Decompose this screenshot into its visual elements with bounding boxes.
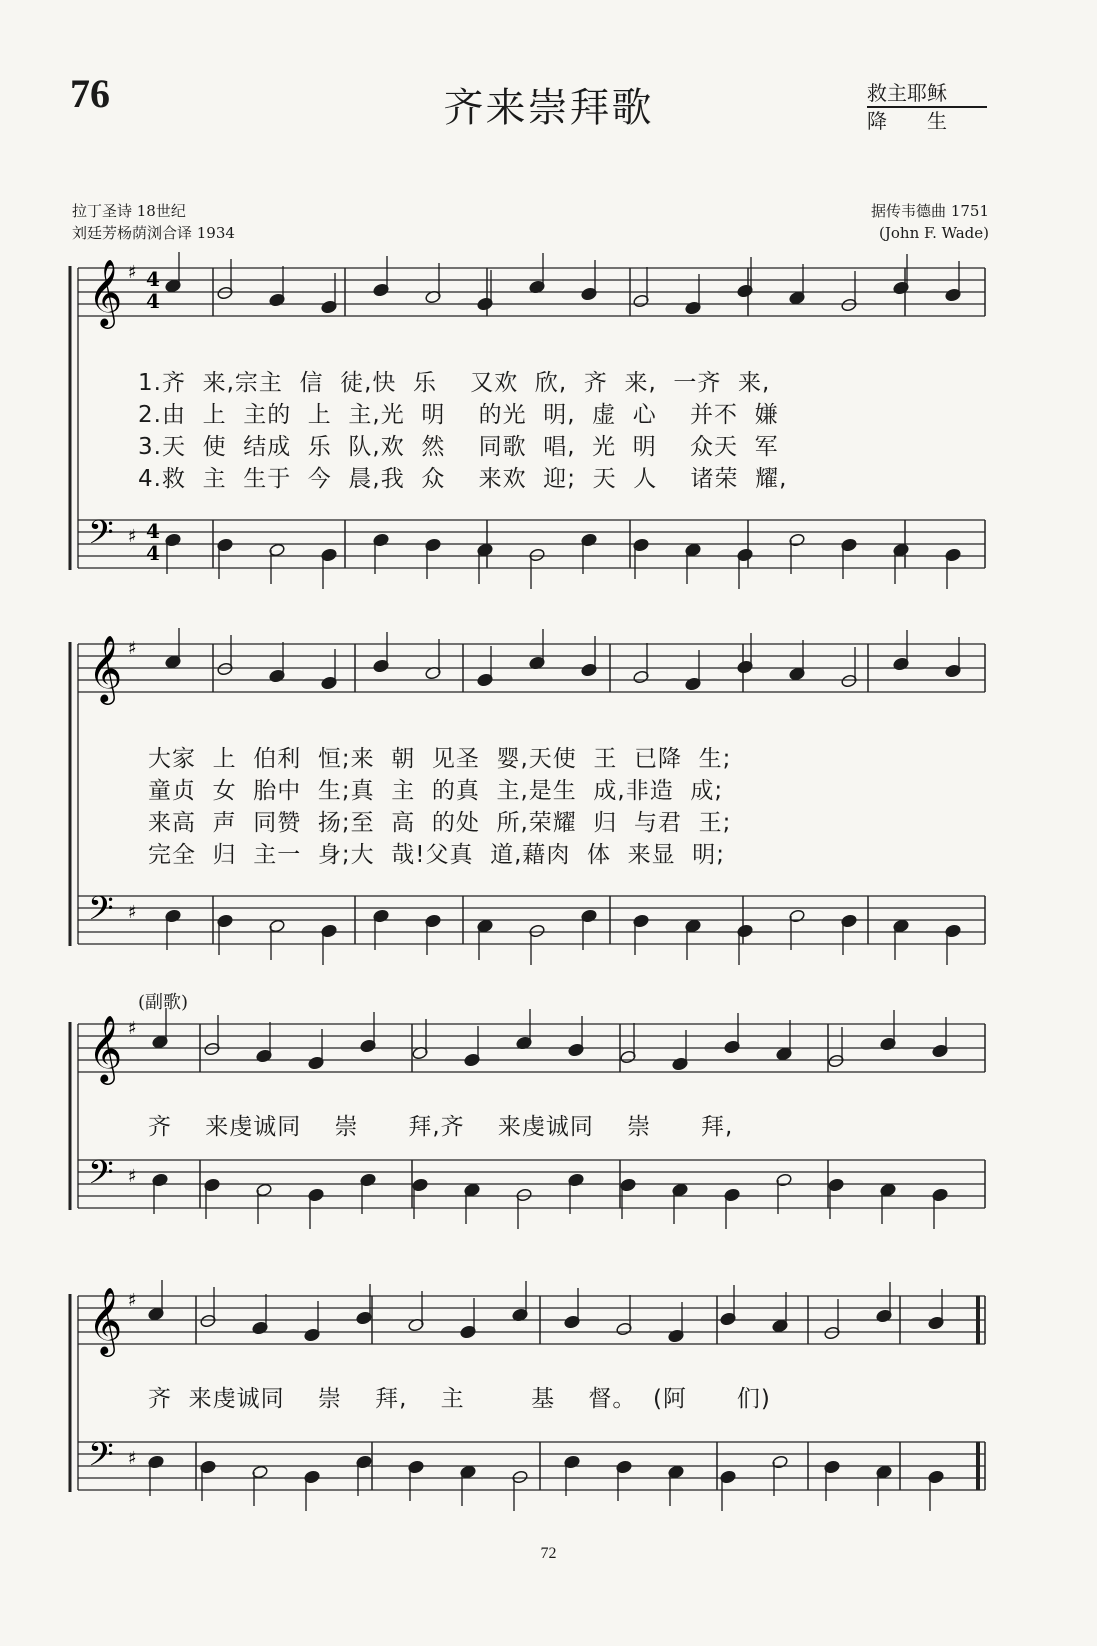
- verse4-line2: 完全 归 主一 身;大 哉!父真 道,藉肉 体 来显 明;: [148, 842, 726, 868]
- sharp-icon: ♯: [128, 526, 137, 547]
- music-credit-composer: (John F. Wade): [879, 224, 989, 242]
- time-signature: 4: [146, 267, 160, 291]
- time-signature: 4: [146, 541, 160, 565]
- verse2-line1: 2.由 上 主的 上 主,光 明 的光 明, 虚 心 并不 嫌: [138, 402, 779, 428]
- verse2-line2: 童贞 女 胎中 生;真 主 的真 主,是生 成,非造 成;: [148, 778, 724, 804]
- verse1-line2: 大家 上 伯利 恒;来 朝 见圣 婴,天使 王 已降 生;: [148, 746, 732, 772]
- lyrics-credit-translators: 刘廷芳杨荫浏合译 1934: [72, 224, 235, 242]
- verse1-line1: 1.齐 来,宗主 信 徒,快 乐 又欢 欣, 齐 来, 一齐 来,: [138, 370, 771, 396]
- music-credit-origin: 据传韦德曲 1751: [871, 202, 989, 220]
- category-sub: 降生: [867, 109, 987, 133]
- page-number: 72: [540, 1545, 557, 1562]
- bass-clef-icon: 𝄢: [88, 1436, 114, 1482]
- refrain-line2: 齐 来虔诚同 崇 拜, 主 基 督。 (阿 们): [148, 1386, 771, 1412]
- treble-clef-icon: 𝄞: [88, 1286, 123, 1354]
- sharp-icon: ♯: [128, 262, 137, 283]
- verse3-line1: 3.天 使 结成 乐 队,欢 然 同歌 唱, 光 明 众天 军: [138, 434, 779, 460]
- time-signature: 4: [146, 289, 160, 313]
- hymn-number: 76: [70, 71, 110, 116]
- treble-clef-icon: 𝄞: [88, 1014, 123, 1082]
- refrain-label: (副歌): [138, 992, 189, 1013]
- lyrics-credit-origin: 拉丁圣诗 18世纪: [72, 202, 186, 220]
- time-signature: 4: [146, 519, 160, 543]
- refrain-line1: 齐 来虔诚同 崇 拜,齐 来虔诚同 崇 拜,: [148, 1114, 734, 1140]
- sharp-icon: ♯: [128, 1448, 137, 1469]
- verse4-line1: 4.救 主 生于 今 晨,我 众 来欢 迎; 天 人 诸荣 耀,: [138, 466, 788, 492]
- sharp-icon: ♯: [128, 1290, 137, 1311]
- sharp-icon: ♯: [128, 1018, 137, 1039]
- category-main: 救主耶稣: [867, 80, 987, 108]
- treble-clef-icon: 𝄞: [88, 258, 123, 326]
- bass-clef-icon: 𝄢: [88, 514, 114, 560]
- treble-clef-icon: 𝄞: [88, 634, 123, 702]
- sharp-icon: ♯: [128, 638, 137, 659]
- bass-clef-icon: 𝄢: [88, 1154, 114, 1200]
- hymn-title: 齐来崇拜歌: [443, 85, 654, 131]
- bass-clef-icon: 𝄢: [88, 890, 114, 936]
- verse3-line2: 来高 声 同赞 扬;至 高 的处 所,荣耀 归 与君 王;: [148, 810, 732, 836]
- sharp-icon: ♯: [128, 1166, 137, 1187]
- sharp-icon: ♯: [128, 902, 137, 923]
